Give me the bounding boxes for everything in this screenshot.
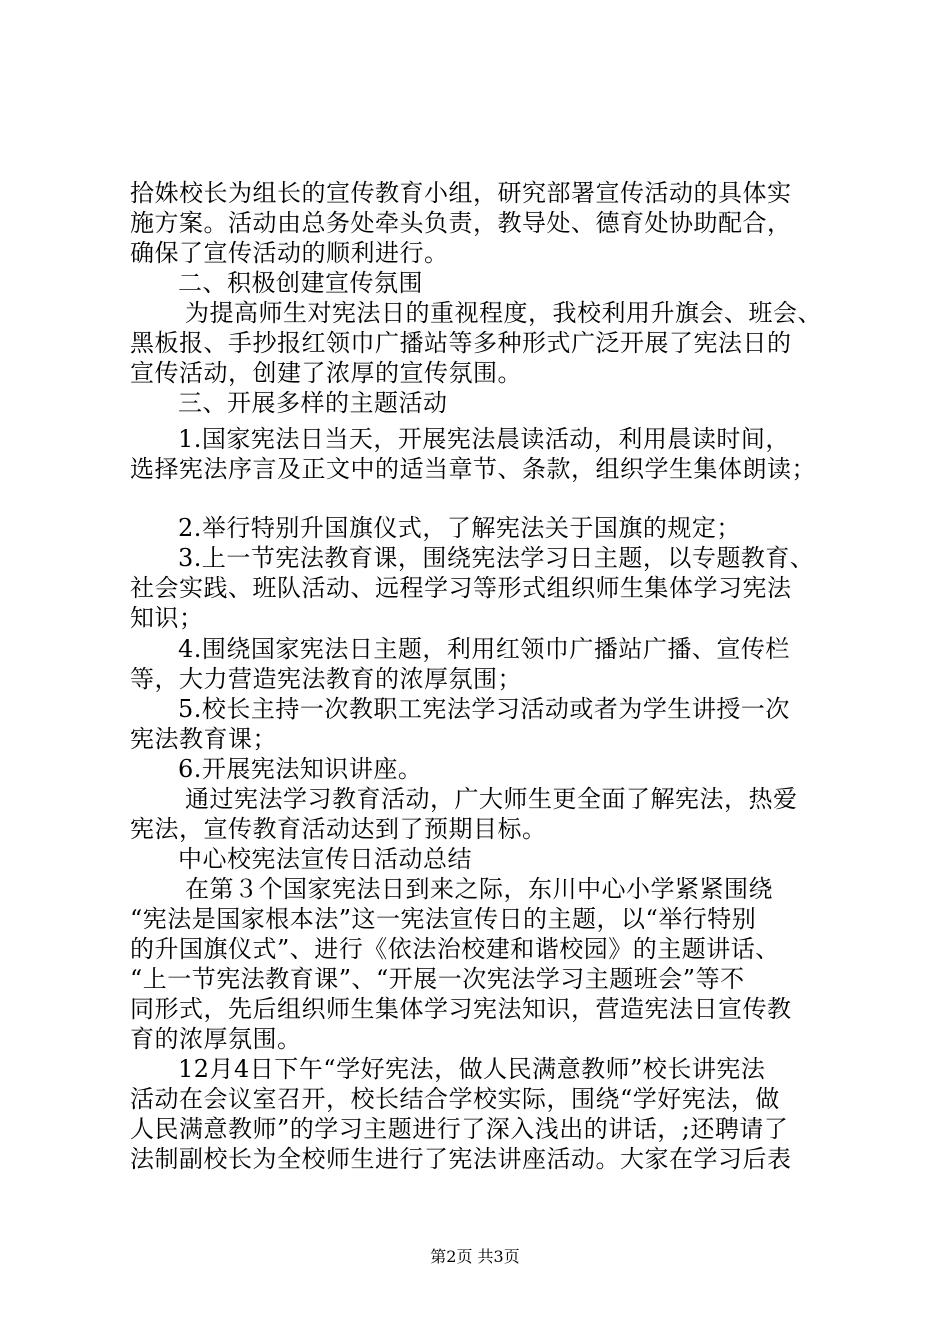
text-line: 活动在会议室召开，校长结合学校实际，围绕“学好宪法，做 [130, 1085, 780, 1113]
list-item: 5.校长主持一次教职工宪法学习活动或者为学生讲授一次 [178, 695, 790, 723]
text-line: “上一节宪法教育课”、“开展一次宪法学习主题班会”等不 [130, 965, 745, 993]
text-line: 知识； [130, 604, 204, 632]
list-item: 4.围绕国家宪法日主题，利用红领巾广播站广播、宣传栏 [178, 635, 790, 663]
text-line: 为提高师生对宪法日的重视程度，我校利用升旗会、班会、 [185, 299, 822, 327]
text-line: 宣传活动，创建了浓厚的宣传氛围。 [130, 359, 522, 387]
text-line: 黑板报、手抄报红领巾广播站等多种形式广泛开展了宪法日的 [130, 329, 792, 357]
text-line: “宪法是国家根本法”这一宪法宣传日的主题，以“举行特别 [130, 905, 757, 933]
text-line: 同形式，先后组织师生集体学习宪法知识，营造宪法日宣传教 [130, 995, 792, 1023]
text-line: 12月4日下午“学好宪法，做人民满意教师”校长讲宪法 [178, 1055, 766, 1083]
text-line: 宪法，宣传教育活动达到了预期目标。 [130, 815, 547, 843]
text-line: 施方案。活动由总务处牵头负责，教导处、德育处协助配合， [130, 209, 792, 237]
section-title: 中心校宪法宣传日活动总结 [178, 845, 472, 873]
page-number-footer: 第2页 共3页 [430, 1247, 520, 1266]
text-line: 确保了宣传活动的顺利进行。 [130, 239, 449, 267]
section-heading: 三、开展多样的主题活动 [178, 389, 448, 417]
text-line: 育的浓厚氛围。 [130, 1025, 302, 1053]
text-line: 社会实践、班队活动、远程学习等形式组织师生集体学习宪法 [130, 574, 792, 602]
text-line: 选择宪法序言及正文中的适当章节、条款，组织学生集体朗读； [130, 455, 816, 483]
section-heading: 二、积极创建宣传氛围 [178, 269, 423, 297]
text-line: 通过宪法学习教育活动，广大师生更全面了解宪法，热爱 [185, 785, 798, 813]
text-line: 宪法教育课； [130, 725, 277, 753]
text-line: 等，大力营造宪法教育的浓厚氛围； [130, 665, 522, 693]
text-line: 在第３个国家宪法日到来之际，东川中心小学紧紧围绕 [185, 875, 773, 903]
list-item: 2.举行特别升国旗仪式，了解宪法关于国旗的规定； [178, 514, 741, 542]
list-item: 3.上一节宪法教育课，围绕宪法学习日主题，以专题教育、 [178, 544, 815, 572]
list-item: 6.开展宪法知识讲座。 [178, 755, 423, 783]
text-line: 人民满意教师”的学习主题进行了深入浅出的讲话，;还聘请了 [130, 1115, 789, 1143]
list-item: 1.国家宪法日当天，开展宪法晨读活动，利用晨读时间， [178, 425, 790, 453]
text-line: 法制副校长为全校师生进行了宪法讲座活动。大家在学习后表 [130, 1145, 792, 1173]
text-line: 的升国旗仪式”、进行《依法治校建和谐校园》的主题讲话、 [130, 935, 780, 963]
text-line: 拾姝校长为组长的宣传教育小组，研究部署宣传活动的具体实 [130, 179, 792, 207]
